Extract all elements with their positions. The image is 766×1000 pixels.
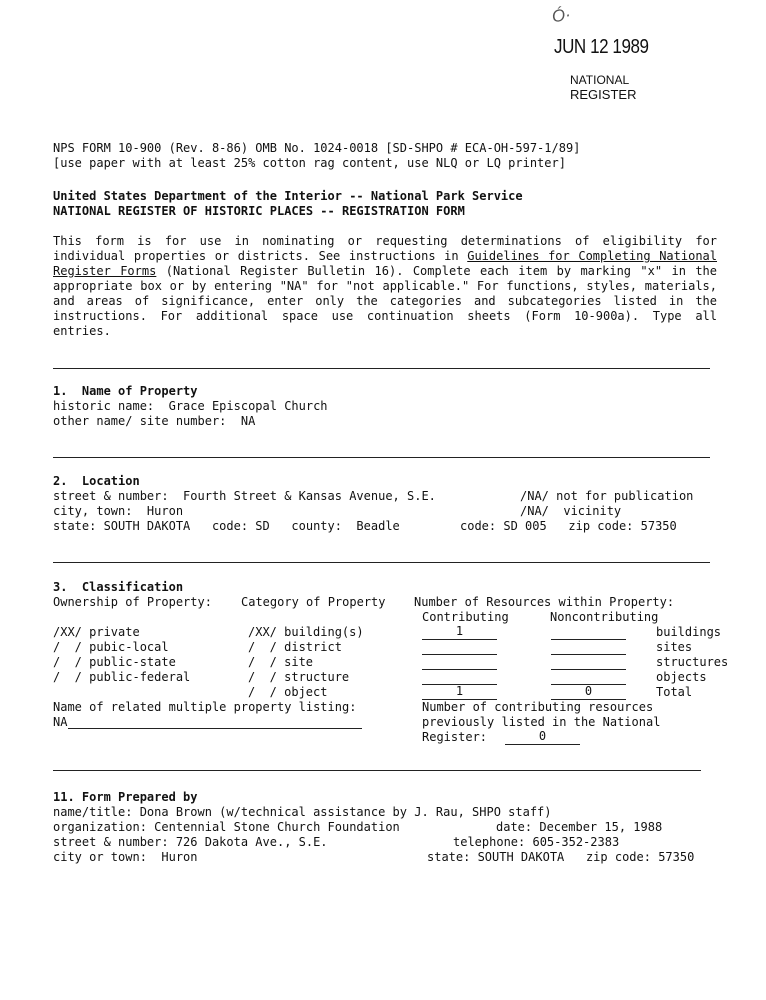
resource-label-structures: structures xyxy=(656,655,729,669)
related-listing-value: NA xyxy=(53,715,68,729)
divider xyxy=(53,770,701,771)
contributing-sites xyxy=(422,639,497,655)
section2-heading: 2. Location xyxy=(53,474,140,488)
category-header: Category of Property xyxy=(241,595,386,609)
form-title: NATIONAL REGISTER OF HISTORIC PLACES -- REGISTRATION FORM xyxy=(53,204,465,218)
previously-listed-text-2: previously listed in the National xyxy=(422,715,661,729)
not-for-publication: /NA/ not for publication xyxy=(520,489,694,503)
other-name: other name/ site number: NA xyxy=(53,414,256,428)
instructions-paragraph xyxy=(53,234,717,339)
noncontributing-structures xyxy=(551,654,626,670)
noncontributing-objects xyxy=(551,669,626,685)
city-town: city, town: Huron xyxy=(53,504,184,518)
noncontributing-header: Noncontributing xyxy=(550,610,659,624)
paper-note-line: [use paper with at least 25% cotton rag content, use NLQ or LQ printer] xyxy=(53,156,566,170)
divider xyxy=(53,562,710,563)
section1-heading: 1. Name of Property xyxy=(53,384,198,398)
previously-listed-count: 0 xyxy=(505,729,580,745)
noncontributing-total: 0 xyxy=(551,684,626,700)
related-listing-underline xyxy=(68,728,362,729)
noncontributing-buildings xyxy=(551,624,626,640)
instructions-text-2: (National Register Bulletin 16). Complete each item by marking "x" in the appropriate box or by entering "NA" for "not applicable." For functions, styles, materials, and areas of significance, enter only the categories and subcategories listed in the instructions. For additional space use continuation sheets (Form 10-900a). Type all entries. xyxy=(53,264,717,338)
section11-heading: 11. Form Prepared by xyxy=(53,790,198,804)
section3-heading: 3. Classification xyxy=(53,580,184,594)
previously-listed-text-3: Register: xyxy=(422,730,488,744)
street-address: street & number: Fourth Street & Kansas Avenue, S.E. xyxy=(53,489,436,503)
contributing-buildings: 1 xyxy=(422,624,497,640)
contributing-total: 1 xyxy=(422,684,497,700)
previously-listed-text-1: Number of contributing resources xyxy=(422,700,654,714)
ownership-public-local: / / pubic-local xyxy=(53,640,169,654)
divider xyxy=(53,368,710,369)
resource-label-buildings: buildings xyxy=(656,625,722,639)
received-date-stamp: JUN 12 1989 xyxy=(554,36,649,58)
stamp-register: REGISTER xyxy=(570,87,637,102)
guidelines-reference: Guidelines for Completing National Register Forms xyxy=(53,249,718,278)
category-building: /XX/ building(s) xyxy=(248,625,364,639)
stamp-national: NATIONAL xyxy=(570,73,630,87)
ownership-private: /XX/ private xyxy=(53,625,140,639)
handwritten-initials: Ó· xyxy=(550,4,573,27)
related-listing-label: Name of related multiple property listing: xyxy=(53,700,357,714)
preparer-telephone: telephone: 605-352-2383 xyxy=(453,835,620,849)
preparer-city: city or town: Huron xyxy=(53,850,198,864)
resource-label-total: Total xyxy=(656,685,693,699)
category-district: / / district xyxy=(248,640,342,654)
preparer-organization: organization: Centennial Stone Church Foundation xyxy=(53,820,400,834)
category-site: / / site xyxy=(248,655,314,669)
vicinity: /NA/ vicinity xyxy=(520,504,622,518)
category-structure: / / structure xyxy=(248,670,350,684)
ownership-public-federal: / / public-federal xyxy=(53,670,191,684)
resource-label-sites: sites xyxy=(656,640,693,654)
contributing-structures xyxy=(422,654,497,670)
preparer-date: date: December 15, 1988 xyxy=(496,820,663,834)
instructions-text-1: This form is for use in nominating or requesting determinations of eligibility for individual properties or districts. See instructions in xyxy=(53,234,717,263)
county-code-zip: code: SD 005 zip code: 57350 xyxy=(460,519,677,533)
department-line: United States Department of the Interior -- National Park Service xyxy=(53,189,523,203)
contributing-header: Contributing xyxy=(422,610,509,624)
divider xyxy=(53,457,710,458)
state-county-line: state: SOUTH DAKOTA code: SD county: Beadle xyxy=(53,519,400,533)
ownership-public-state: / / public-state xyxy=(53,655,176,669)
preparer-state-zip: state: SOUTH DAKOTA zip code: 57350 xyxy=(427,850,695,864)
form-number-line: NPS FORM 10-900 (Rev. 8-86) OMB No. 1024-0018 [SD-SHPO # ECA-OH-597-1/89] xyxy=(53,141,581,155)
ownership-header: Ownership of Property: xyxy=(53,595,212,609)
historic-name: historic name: Grace Episcopal Church xyxy=(53,399,328,413)
category-object: / / object xyxy=(248,685,328,699)
resources-header: Number of Resources within Property: xyxy=(414,595,675,609)
preparer-street: street & number: 726 Dakota Ave., S.E. xyxy=(53,835,328,849)
noncontributing-sites xyxy=(551,639,626,655)
preparer-name-title: name/title: Dona Brown (w/technical assistance by J. Rau, SHPO staff) xyxy=(53,805,552,819)
contributing-objects xyxy=(422,669,497,685)
resource-label-objects: objects xyxy=(656,670,707,684)
